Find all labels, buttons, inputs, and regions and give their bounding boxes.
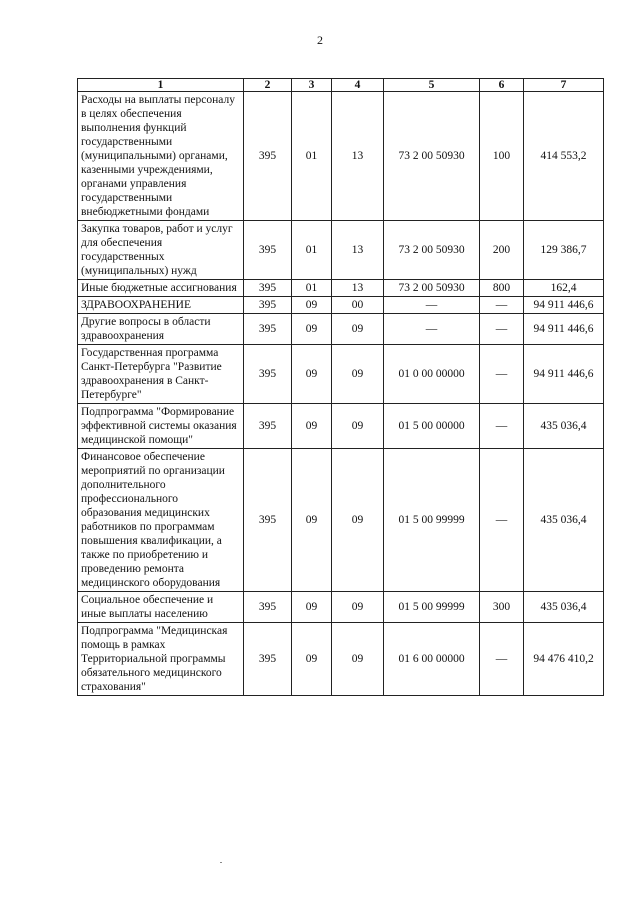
- row-name-cell: Иные бюджетные ассигнования: [78, 280, 244, 297]
- department-code-cell: 395: [244, 623, 292, 696]
- row-name-cell: Государственная программа Санкт-Петербурга "Развитие здравоохранения в Санкт-Петербурге": [78, 345, 244, 404]
- department-code-cell: 395: [244, 345, 292, 404]
- row-name-cell: Закупка товаров, работ и услуг для обеспечения государственных (муниципальных) нужд: [78, 221, 244, 280]
- subsection-code-cell: 09: [332, 623, 384, 696]
- table-row: [78, 449, 604, 592]
- amount-cell: 94 911 446,6: [524, 345, 604, 404]
- column-header: 5: [384, 79, 480, 92]
- amount-cell: 414 553,2: [524, 92, 604, 221]
- column-header: 2: [244, 79, 292, 92]
- expense-type-cell: 100: [480, 92, 524, 221]
- subsection-code-cell: 09: [332, 449, 384, 592]
- expense-type-cell: —: [480, 314, 524, 345]
- target-article-cell: —: [384, 314, 480, 345]
- target-article-cell: 01 5 00 00000: [384, 404, 480, 449]
- budget-table: [77, 78, 604, 696]
- expense-type-cell: 300: [480, 592, 524, 623]
- section-code-cell: 09: [292, 623, 332, 696]
- row-name-cell: Подпрограмма "Формирование эффективной системы оказания медицинской помощи": [78, 404, 244, 449]
- target-article-cell: 01 6 00 00000: [384, 623, 480, 696]
- department-code-cell: 395: [244, 314, 292, 345]
- expense-type-cell: 200: [480, 221, 524, 280]
- department-code-cell: 395: [244, 221, 292, 280]
- column-header: 7: [524, 79, 604, 92]
- amount-cell: 129 386,7: [524, 221, 604, 280]
- row-name-cell: Другие вопросы в области здравоохранения: [78, 314, 244, 345]
- amount-cell: 94 911 446,6: [524, 297, 604, 314]
- row-name-cell: Социальное обеспечение и иные выплаты населению: [78, 592, 244, 623]
- section-code-cell: 01: [292, 221, 332, 280]
- column-header: 3: [292, 79, 332, 92]
- target-article-cell: 01 5 00 99999: [384, 592, 480, 623]
- page-number: 2: [317, 33, 323, 47]
- row-name-cell: Подпрограмма "Медицинская помощь в рамках Территориальной программы обязательного медицинского страхования": [78, 623, 244, 696]
- row-name-cell: Расходы на выплаты персоналу в целях обеспечения выполнения функций государственными (муниципальными) органами, казенными учреждениями, органами управления государственными внебюджетными фондами: [78, 92, 244, 221]
- column-header: 6: [480, 79, 524, 92]
- department-code-cell: 395: [244, 404, 292, 449]
- table-row: [78, 623, 604, 696]
- expense-type-cell: —: [480, 345, 524, 404]
- target-article-cell: —: [384, 297, 480, 314]
- table-row: [78, 345, 604, 404]
- department-code-cell: 395: [244, 297, 292, 314]
- table-row: [78, 314, 604, 345]
- section-code-cell: 09: [292, 404, 332, 449]
- scan-speck: [220, 862, 222, 863]
- section-code-cell: 09: [292, 592, 332, 623]
- amount-cell: 94 476 410,2: [524, 623, 604, 696]
- section-code-cell: 09: [292, 345, 332, 404]
- column-header: 4: [332, 79, 384, 92]
- target-article-cell: 73 2 00 50930: [384, 221, 480, 280]
- expense-type-cell: —: [480, 449, 524, 592]
- expense-type-cell: 800: [480, 280, 524, 297]
- subsection-code-cell: 13: [332, 92, 384, 221]
- department-code-cell: 395: [244, 449, 292, 592]
- expense-type-cell: —: [480, 623, 524, 696]
- subsection-code-cell: 09: [332, 592, 384, 623]
- section-code-cell: 09: [292, 314, 332, 345]
- department-code-cell: 395: [244, 92, 292, 221]
- table-row: [78, 92, 604, 221]
- amount-cell: 162,4: [524, 280, 604, 297]
- target-article-cell: 73 2 00 50930: [384, 92, 480, 221]
- amount-cell: 94 911 446,6: [524, 314, 604, 345]
- table-row: [78, 221, 604, 280]
- target-article-cell: 01 5 00 99999: [384, 449, 480, 592]
- section-code-cell: 01: [292, 92, 332, 221]
- department-code-cell: 395: [244, 280, 292, 297]
- section-code-cell: 01: [292, 280, 332, 297]
- subsection-code-cell: 09: [332, 345, 384, 404]
- subsection-code-cell: 09: [332, 314, 384, 345]
- section-code-cell: 09: [292, 297, 332, 314]
- table-row: [78, 280, 604, 297]
- table-row: [78, 297, 604, 314]
- expense-type-cell: —: [480, 404, 524, 449]
- department-code-cell: 395: [244, 592, 292, 623]
- column-header: 1: [78, 79, 244, 92]
- amount-cell: 435 036,4: [524, 449, 604, 592]
- row-name-cell: ЗДРАВООХРАНЕНИЕ: [78, 297, 244, 314]
- target-article-cell: 73 2 00 50930: [384, 280, 480, 297]
- table-header-row: [78, 79, 604, 92]
- section-code-cell: 09: [292, 449, 332, 592]
- subsection-code-cell: 09: [332, 404, 384, 449]
- amount-cell: 435 036,4: [524, 592, 604, 623]
- subsection-code-cell: 13: [332, 280, 384, 297]
- table-row: [78, 404, 604, 449]
- row-name-cell: Финансовое обеспечение мероприятий по организации дополнительного профессионального образования медицинских работников по программам повышения квалификации, а также по приобретению и проведению ремонта медицинского оборудования: [78, 449, 244, 592]
- expense-type-cell: —: [480, 297, 524, 314]
- table-row: [78, 592, 604, 623]
- amount-cell: 435 036,4: [524, 404, 604, 449]
- subsection-code-cell: 00: [332, 297, 384, 314]
- subsection-code-cell: 13: [332, 221, 384, 280]
- target-article-cell: 01 0 00 00000: [384, 345, 480, 404]
